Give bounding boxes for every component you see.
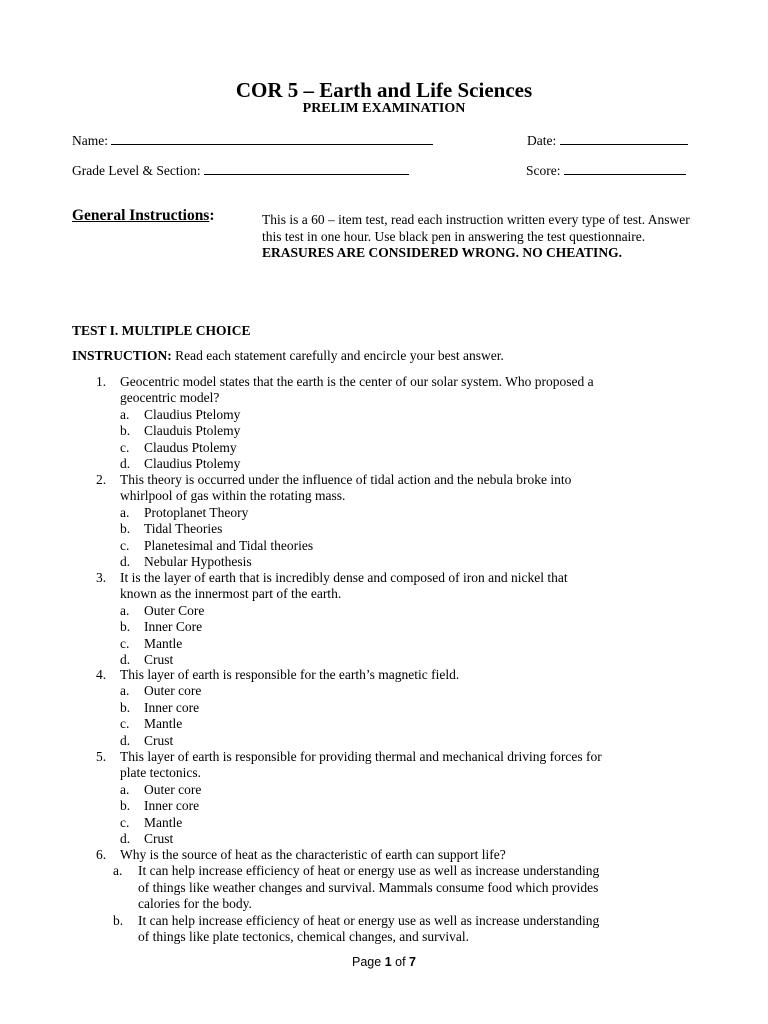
option-text[interactable]: Inner Core xyxy=(144,619,203,635)
instruction-text: Read each statement carefully and encircle your best answer. xyxy=(171,348,504,363)
option-text[interactable]: Outer Core xyxy=(144,602,205,618)
option-text-line1[interactable]: It can help increase efficiency of heat or energy use as well as increase understanding xyxy=(138,912,600,928)
option-letter: a. xyxy=(120,683,130,699)
option-text[interactable]: Clauduis Ptolemy xyxy=(144,423,241,439)
page-footer xyxy=(0,955,768,969)
name-field xyxy=(72,132,433,149)
option-text[interactable]: Planetesimal and Tidal theories xyxy=(144,537,314,553)
question-text-line1: This layer of earth is responsible for the earth’s magnetic field. xyxy=(120,667,460,682)
option-letter: d. xyxy=(120,732,131,748)
option-text[interactable]: Outer core xyxy=(144,683,202,699)
question-text-line1: This theory is occurred under the influence of tidal action and the nebula broke into xyxy=(120,472,572,487)
general-instructions-label xyxy=(72,207,215,225)
instruction-label: INSTRUCTION: xyxy=(72,348,172,363)
option-letter: b. xyxy=(120,798,131,814)
test-title: TEST I. MULTIPLE CHOICE xyxy=(72,323,251,338)
date-label: Date: xyxy=(527,133,557,148)
option-text[interactable]: Outer core xyxy=(144,781,202,797)
option-text[interactable]: Crust xyxy=(144,732,174,748)
question-number: 4. xyxy=(96,667,107,682)
test-instruction xyxy=(72,348,504,364)
option-text[interactable]: Claudius Ptolemy xyxy=(144,456,241,471)
question-text-line2: whirlpool of gas within the rotating mass. xyxy=(120,488,346,504)
question-text-line1: This layer of earth is responsible for providing thermal and mechanical driving forces for xyxy=(120,749,602,764)
page-number: 1 xyxy=(384,955,392,969)
option-text-line2[interactable]: of things like weather changes and survival. Mammals consume food which provides xyxy=(138,879,599,895)
grade-section-blank[interactable] xyxy=(204,162,409,175)
of-word: of xyxy=(391,955,410,969)
option-letter: b. xyxy=(120,619,131,635)
option-letter: b. xyxy=(113,912,124,928)
option-letter: a. xyxy=(120,504,130,520)
option-letter: d. xyxy=(120,652,131,667)
option-text[interactable]: Mantle xyxy=(144,716,183,732)
option-text[interactable]: Protoplanet Theory xyxy=(144,504,249,520)
name-blank[interactable] xyxy=(111,132,433,145)
option-text[interactable]: Inner core xyxy=(144,798,200,814)
option-text-line1[interactable]: It can help increase efficiency of heat or energy use as well as increase understanding xyxy=(138,863,600,879)
option-letter: b. xyxy=(120,699,131,715)
option-text[interactable]: Mantle xyxy=(144,814,183,830)
grade-section-label: Grade Level & Section: xyxy=(72,163,201,178)
option-letter: d. xyxy=(120,456,131,471)
score-label: Score: xyxy=(526,163,561,178)
option-letter: a. xyxy=(120,602,130,618)
option-letter: d. xyxy=(120,831,131,846)
general-instructions-heading: General Instructions xyxy=(72,207,210,224)
option-letter: c. xyxy=(120,716,130,732)
option-letter: c. xyxy=(120,635,130,651)
question-text-line1: It is the layer of earth that is incredibly dense and composed of iron and nickel that xyxy=(120,570,568,585)
exam-title: COR 5 – Earth and Life Sciences xyxy=(235,78,533,102)
question-number: 5. xyxy=(96,749,107,764)
option-letter: c. xyxy=(120,537,130,553)
option-text-line3[interactable]: calories for the body. xyxy=(138,896,252,912)
grade-section-field xyxy=(72,162,409,179)
question-text-line1: Why is the source of heat as the characteristic of earth can support life? xyxy=(120,847,506,862)
date-blank[interactable] xyxy=(560,132,688,145)
option-letter: a. xyxy=(120,781,130,797)
question-number: 1. xyxy=(96,374,107,389)
score-field xyxy=(526,162,686,179)
option-letter: d. xyxy=(120,554,131,569)
general-instructions-colon: : xyxy=(209,207,215,224)
option-letter: b. xyxy=(120,521,131,537)
question-number: 2. xyxy=(96,472,107,487)
general-instructions-text xyxy=(262,212,702,262)
option-letter: c. xyxy=(120,439,130,455)
question-text-line1: Geocentric model states that the earth is the center of our solar system. Who proposed a xyxy=(120,374,594,389)
option-letter: c. xyxy=(120,814,130,830)
option-text[interactable]: Mantle xyxy=(144,635,183,651)
option-text-line2[interactable]: of things like plate tectonics, chemical changes, and survival. xyxy=(138,929,470,944)
general-instructions-emphasis: ERASURES ARE CONSIDERED WRONG. NO CHEATING. xyxy=(262,245,622,260)
question-number: 6. xyxy=(96,847,107,862)
question-text-line2: known as the innermost part of the earth. xyxy=(120,586,342,602)
page-total: 7 xyxy=(409,955,416,969)
page-word: Page xyxy=(352,955,385,969)
score-blank[interactable] xyxy=(564,162,686,175)
option-text[interactable]: Tidal Theories xyxy=(144,521,223,537)
question-number: 3. xyxy=(96,570,107,585)
option-text[interactable]: Claudius Ptelomy xyxy=(144,406,241,422)
option-letter: a. xyxy=(113,863,123,879)
option-text[interactable]: Nebular Hypothesis xyxy=(144,554,252,569)
option-letter: b. xyxy=(120,423,131,439)
option-text[interactable]: Inner core xyxy=(144,699,200,715)
name-label: Name: xyxy=(72,133,108,148)
exam-subtitle: PRELIM EXAMINATION xyxy=(302,101,466,116)
option-text[interactable]: Claudus Ptolemy xyxy=(144,439,237,455)
option-letter: a. xyxy=(120,406,130,422)
date-field xyxy=(527,132,688,149)
question-text-line2: geocentric model? xyxy=(120,390,220,406)
option-text[interactable]: Crust xyxy=(144,831,174,846)
question-text-line2: plate tectonics. xyxy=(120,765,201,781)
general-instructions-body: This is a 60 – item test, read each instruction written every type of test. Answer this test in one hour. Use black pen in answering the test questionnaire. xyxy=(262,212,690,244)
option-text[interactable]: Crust xyxy=(144,652,174,667)
